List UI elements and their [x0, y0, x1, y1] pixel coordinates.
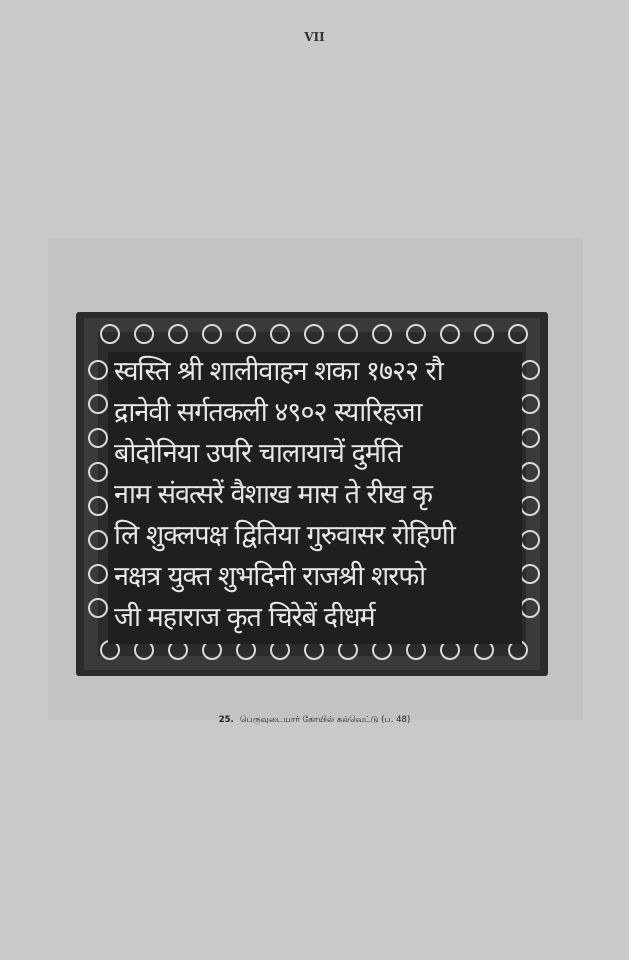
border-rosette-ornament — [88, 496, 108, 516]
caption-text: பெருவுடையார் கோயில் கல்வெட்டு (ப. 48) — [239, 715, 411, 725]
border-rosette-ornament — [440, 324, 460, 344]
inscription-line-3: बोदोनिया उपरि चालायाचें दुर्मति — [114, 438, 402, 469]
border-rosette-ornament — [406, 324, 426, 344]
inscription-line-6: नक्षत्र युक्त शुभदिनी राजश्री शरफो — [114, 561, 426, 592]
border-rosette-ornament — [88, 394, 108, 414]
border-rosette-ornament — [88, 598, 108, 618]
border-rosette-ornament — [100, 324, 120, 344]
border-rosette-ornament — [520, 462, 540, 482]
inscription-line-7: जी महाराज कृत चिरेबें दीधर्म — [114, 602, 375, 633]
border-rosette-ornament — [520, 360, 540, 380]
inscription-line-1: स्वस्ति श्री शालीवाहन शका १७२२ रौ — [114, 356, 443, 387]
border-rosette-ornament — [304, 324, 324, 344]
border-rosette-ornament — [520, 530, 540, 550]
border-rosette-ornament — [134, 324, 154, 344]
border-rosette-ornament — [520, 496, 540, 516]
border-rosette-ornament — [338, 324, 358, 344]
border-rosette-ornament — [236, 324, 256, 344]
border-rosette-ornament — [168, 324, 188, 344]
border-rosette-ornament — [520, 564, 540, 584]
page-number: VII — [304, 30, 325, 44]
caption-number: 25. — [218, 715, 234, 725]
border-rosette-ornament — [88, 428, 108, 448]
border-rosette-ornament — [372, 324, 392, 344]
border-rosette-ornament — [88, 564, 108, 584]
inscription-line-5: लि शुक्लपक्ष द्वितिया गुरुवासर रोहिणी — [114, 520, 455, 551]
border-rosette-ornament — [88, 530, 108, 550]
inscription-line-4: नाम संवत्सरें वैशाख मास ते रीख कृ — [114, 479, 432, 510]
border-rosette-ornament — [88, 360, 108, 380]
border-rosette-ornament — [270, 324, 290, 344]
border-rosette-ornament — [202, 324, 222, 344]
border-rosette-ornament — [474, 324, 494, 344]
inscription-line-2: द्रानेवी सर्गतकली ४९०२ स्यारिहजा — [114, 397, 422, 428]
border-rosette-ornament — [508, 324, 528, 344]
border-rosette-ornament — [520, 394, 540, 414]
border-rosette-ornament — [520, 428, 540, 448]
figure-caption — [0, 715, 629, 726]
border-rosette-ornament — [88, 462, 108, 482]
border-rosette-ornament — [520, 598, 540, 618]
